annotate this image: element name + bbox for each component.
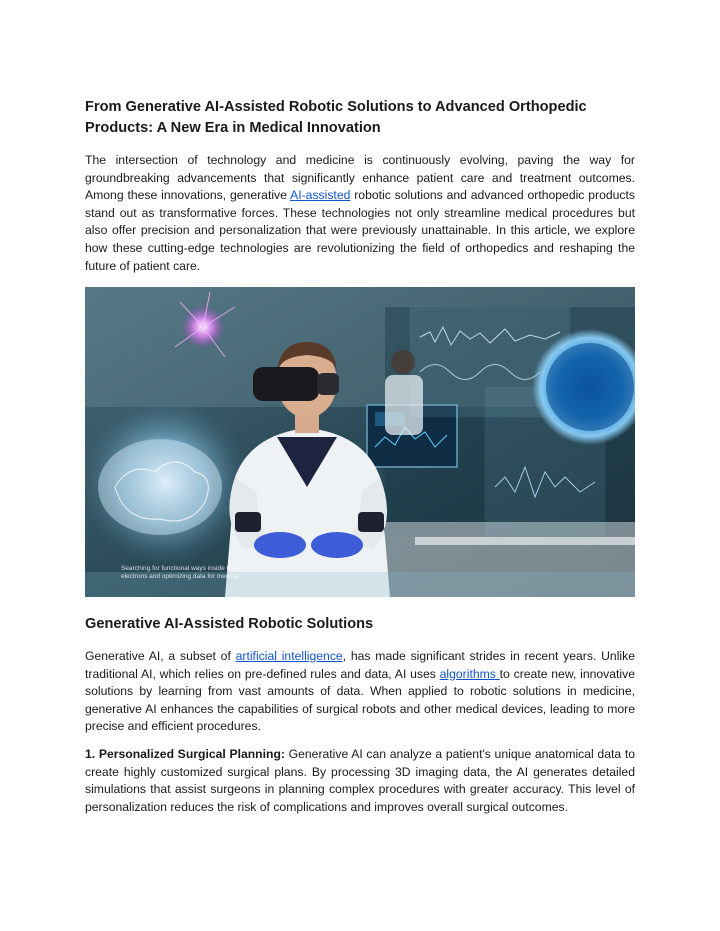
ai-assisted-link[interactable]: AI-assisted — [290, 188, 351, 203]
article-title: From Generative AI-Assisted Robotic Solutions to Advanced Orthopedic Products: A New Era in Medical Innovation — [85, 99, 587, 136]
vr-headset-icon — [253, 367, 319, 401]
algorithms-link[interactable]: algorithms — [439, 666, 500, 681]
artificial-intelligence-link[interactable]: artificial intelligence — [235, 649, 343, 663]
section-heading: Generative AI-Assisted Robotic Solutions — [85, 616, 374, 632]
intro-text-2: robotic solutions and advanced orthopedic products stand out as transformative forces. These technologies not only streamline medical procedures but also offer precision and personalization that were previously unattainable. In this article, we explore how these cutting-edge technologies are revolutionizing the field of orthopedics and reshaping the future of patient care. — [85, 188, 635, 273]
section-paragraph — [85, 648, 635, 736]
intro-paragraph — [85, 152, 635, 275]
point-1-lead: 1. Personalized Surgical Planning: — [85, 747, 285, 761]
section-text-1: Generative AI, a subset of — [85, 649, 236, 663]
hero-image — [85, 287, 635, 597]
section-text-2: , has made significant strides in recent years. Unlike traditional AI, which relies on pre-defined rules and data, AI uses — [85, 649, 635, 681]
point-1-paragraph — [85, 746, 635, 816]
intro-text-1: The intersection of technology and medicine is continuously evolving, paving the way for groundbreaking advancements that significantly enhance patient care and treatment outcomes. Among these innovations, generative — [85, 153, 635, 203]
section-text-3: to create new, innovative solutions by learning from vast amounts of data. When applied to robotic solutions in medicine, generative AI enhances the capabilities of surgical robots and other medical devices, leading to more precise and efficient procedures. — [85, 666, 635, 734]
hero-illustration — [85, 287, 635, 597]
point-1-text: Generative AI can analyze a patient's unique anatomical data to create highly customized surgical plans. By processing 3D imaging data, the AI generates detailed simulations that assist surgeons in planning complex procedures with greater accuracy. This level of personalization reduces the risk of complications and improves overall surgical outcomes. — [85, 747, 635, 814]
hero-overlay-text: Searching for functional ways inside the electrons and optimizing data for medical — [121, 565, 240, 580]
